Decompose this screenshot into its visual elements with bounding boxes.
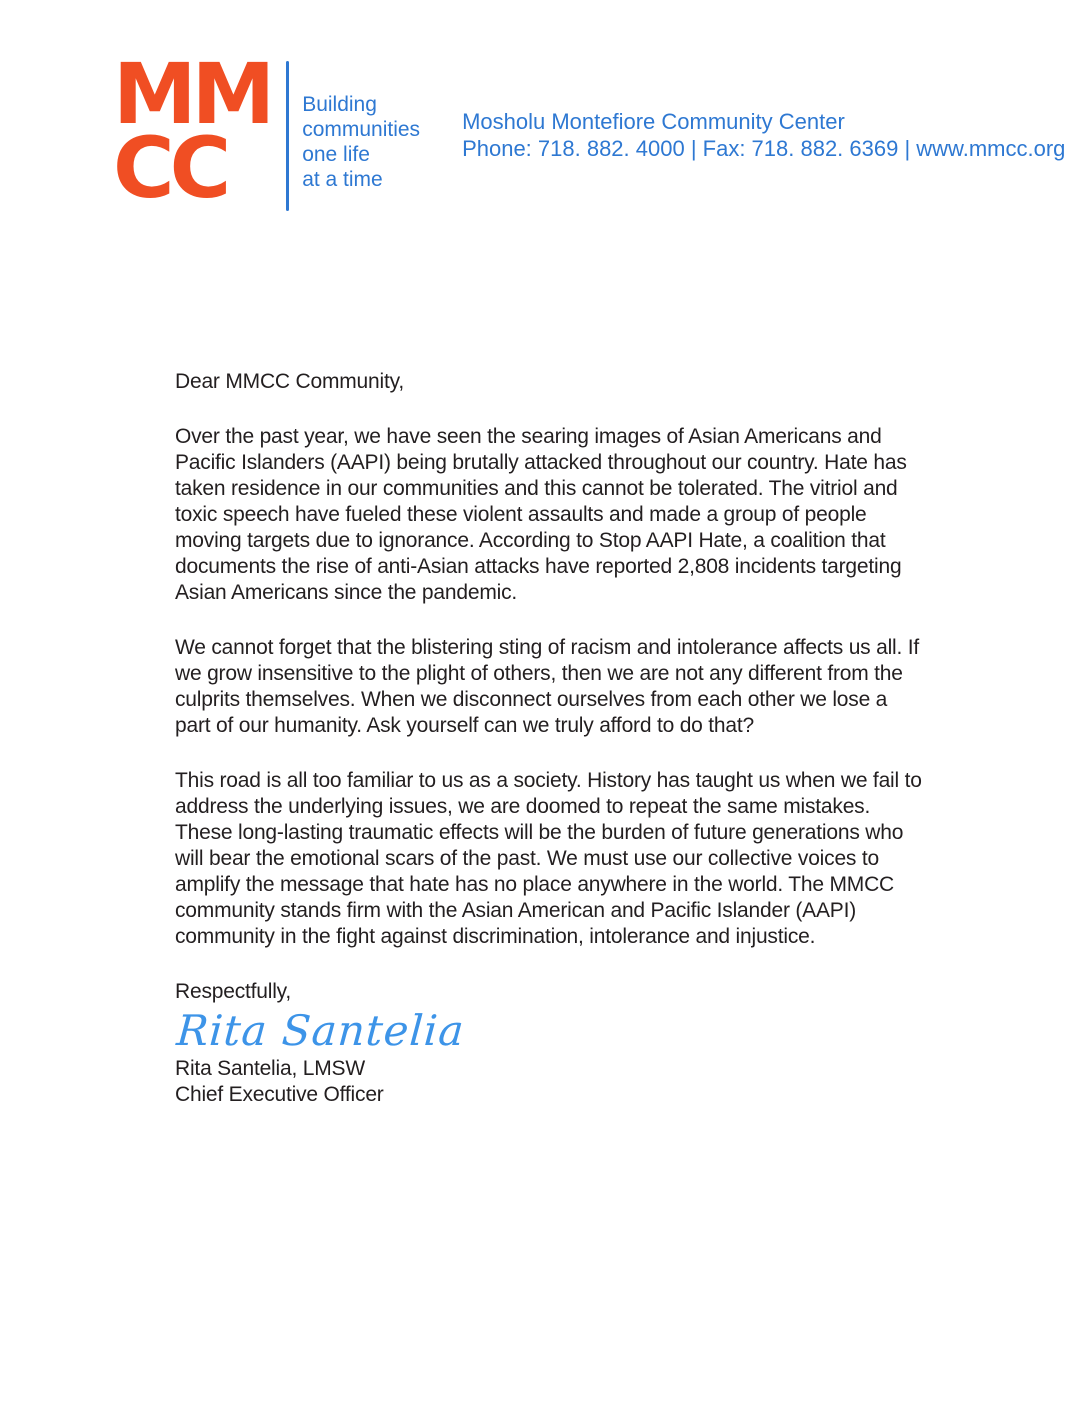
- org-contact-line: Phone: 718. 882. 4000 | Fax: 718. 882. 6369 | www.mmcc.org: [462, 136, 1066, 161]
- logo-line-cc: CC: [113, 118, 227, 217]
- logo-line-mm: MM: [113, 45, 271, 143]
- logo-divider: [286, 61, 289, 211]
- mmcc-logo-wordmark: [113, 45, 271, 217]
- org-info: [462, 58, 1065, 162]
- paragraph-3: This road is all too familiar to us as a society. History has taught us when we fail to address the underlying issues, we are doomed to repeat the same mistakes. These long-lasting traumatic effects will be the burden of future generations who will bear the emotional scars of the past. We must use our collective voices to amplify the message that hate has no place anywhere in the world. The MMCC community stands firm with the Asian American and Pacific Islander (AAPI) community in the fight against discrimination, intolerance and injustice.: [175, 769, 922, 948]
- mmcc-logo: [113, 45, 421, 217]
- salutation: Dear MMCC Community,: [175, 370, 404, 393]
- tagline-line: at a time: [302, 168, 383, 191]
- closing: Respectfully,: [175, 980, 292, 1003]
- signer-name: Rita Santelia, LMSW: [175, 1057, 365, 1080]
- handwritten-signature: Rita Santelia: [175, 1006, 467, 1055]
- org-name: Mosholu Montefiore Community Center: [462, 109, 845, 134]
- signer-title: Chief Executive Officer: [175, 1083, 384, 1106]
- tagline-line: communities: [302, 118, 421, 141]
- letterhead: [0, 0, 1088, 217]
- tagline-line: one life: [302, 143, 370, 166]
- paragraph-2: We cannot forget that the blistering sting of racism and intolerance affects us all. If we grow insensitive to the plight of others, then we are not any different from the culprits themselves. When we disconnect ourselves from each other we lose a part of our humanity. Ask yourself can we truly afford to do that?: [175, 636, 920, 737]
- logo-tagline: [302, 58, 420, 192]
- paragraph-1: Over the past year, we have seen the searing images of Asian Americans and Pacific Islanders (AAPI) being brutally attacked throughout our country. Hate has taken residence in our communities and this cannot be tolerated. The vitriol and toxic speech have fueled these violent assaults and made a group of people moving targets due to ignorance. According to Stop AAPI Hate, a coalition that documents the rise of anti-Asian attacks have reported 2,808 incidents targeting Asian Americans since the pandemic.: [175, 425, 907, 604]
- tagline-line: Building: [302, 93, 377, 116]
- letter-body: [175, 369, 923, 1108]
